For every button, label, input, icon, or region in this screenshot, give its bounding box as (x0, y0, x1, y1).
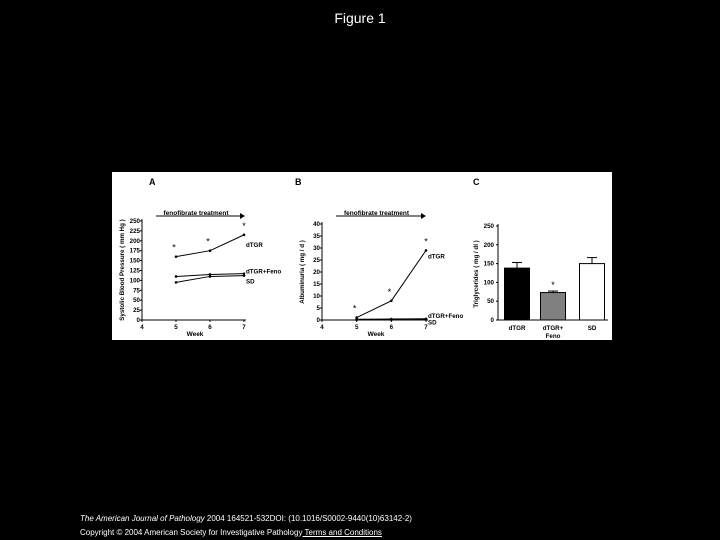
y-tick-label: 0 (316, 317, 320, 324)
panel-letter: B (295, 177, 302, 187)
x-tick-label: 6 (208, 324, 212, 331)
series-label: dTGR (428, 253, 445, 261)
terms-link[interactable]: Terms and Conditions (302, 528, 382, 537)
y-tick-label: 200 (483, 241, 494, 249)
y-tick-label: 250 (483, 223, 494, 230)
copyright-text: Copyright © 2004 American Society for Investigative Pathology (80, 528, 303, 537)
y-axis-label: Albuminuria ( mg / d ) (299, 240, 306, 304)
data-point (390, 318, 393, 321)
series-line (176, 235, 244, 257)
banner-label: fenofibrate treatment (163, 210, 229, 217)
series-label: dTGR+Feno (428, 312, 464, 320)
bar (580, 264, 605, 320)
significance-marker: * (206, 236, 210, 247)
x-tick-label: 4 (140, 324, 144, 331)
y-tick-label: 25 (313, 257, 320, 264)
figure-panel (112, 172, 612, 340)
journal-name: The American Journal of Pathology (80, 514, 205, 523)
y-tick-label: 200 (129, 237, 140, 245)
citation-text: 2004 164521-532DOI: (10.1016/S0002-9440(10)63142-2) (204, 514, 412, 523)
x-axis-label: Week (367, 331, 385, 338)
x-tick-label: 4 (320, 324, 324, 331)
banner-label: fenofibrate treatment (343, 210, 410, 217)
series-line (357, 250, 426, 317)
y-tick-label: 20 (313, 269, 320, 276)
y-tick-label: 10 (313, 293, 320, 300)
data-point (175, 255, 178, 258)
significance-marker: * (387, 286, 392, 297)
significance-marker: * (242, 220, 246, 231)
bar (505, 268, 530, 320)
significance-marker: * (352, 303, 357, 314)
y-tick-label: 15 (313, 281, 320, 288)
significance-marker: * (424, 236, 428, 247)
y-tick-label: 40 (313, 221, 320, 228)
category-label: dTGR (508, 325, 526, 332)
y-tick-label: 75 (133, 287, 140, 295)
y-tick-label: 25 (133, 307, 140, 315)
x-tick-label: 5 (354, 324, 359, 331)
significance-marker: * (551, 280, 555, 291)
data-point (390, 300, 393, 303)
y-tick-label: 100 (129, 277, 140, 285)
citation-line (80, 514, 412, 523)
panel-letter: C (473, 177, 480, 187)
series-label: dTGR+Feno (246, 268, 282, 276)
y-tick-label: 0 (490, 317, 494, 324)
y-tick-label: 30 (313, 245, 320, 252)
y-tick-label: 125 (129, 267, 140, 275)
y-tick-label: 35 (313, 233, 320, 240)
y-tick-label: 175 (129, 247, 140, 255)
figure-title: Figure 1 (334, 10, 386, 26)
banner-arrowhead (421, 213, 426, 219)
x-tick-label: 5 (174, 324, 178, 331)
data-point (175, 281, 178, 284)
data-point (425, 318, 428, 321)
copyright-line (80, 528, 382, 537)
y-tick-label: 5 (316, 305, 320, 312)
category-label: Feno (545, 333, 561, 340)
x-tick-label: 6 (389, 324, 394, 331)
significance-marker: * (172, 242, 176, 253)
data-point (425, 249, 428, 252)
y-tick-label: 225 (129, 227, 140, 235)
x-tick-label: 7 (424, 324, 428, 331)
figure-chart (112, 172, 612, 340)
y-tick-label: 250 (129, 218, 140, 225)
x-tick-label: 7 (242, 324, 246, 331)
data-point (243, 234, 246, 237)
y-axis-label: Triglycerides ( mg / dl ) (473, 240, 480, 308)
banner-arrowhead (240, 213, 245, 219)
category-label: SD (587, 325, 597, 332)
category-label: dTGR+ (542, 325, 564, 332)
bar (541, 293, 566, 320)
y-tick-label: 50 (487, 298, 494, 306)
data-point (209, 249, 212, 252)
series-label: SD (428, 319, 437, 327)
y-tick-label: 150 (483, 260, 494, 268)
data-point (209, 275, 212, 278)
y-axis-label: Systolic Blood Pressure ( mm Hg ) (119, 219, 126, 321)
data-point (243, 274, 246, 277)
y-tick-label: 100 (483, 279, 494, 287)
data-point (175, 275, 178, 278)
y-tick-label: 0 (136, 317, 140, 324)
y-tick-label: 150 (129, 257, 140, 265)
x-axis-label: Week (186, 331, 204, 338)
y-tick-label: 50 (133, 297, 140, 305)
series-label: SD (246, 278, 255, 286)
data-point (355, 318, 358, 321)
panel-letter: A (149, 177, 156, 187)
series-label: dTGR (246, 241, 263, 249)
